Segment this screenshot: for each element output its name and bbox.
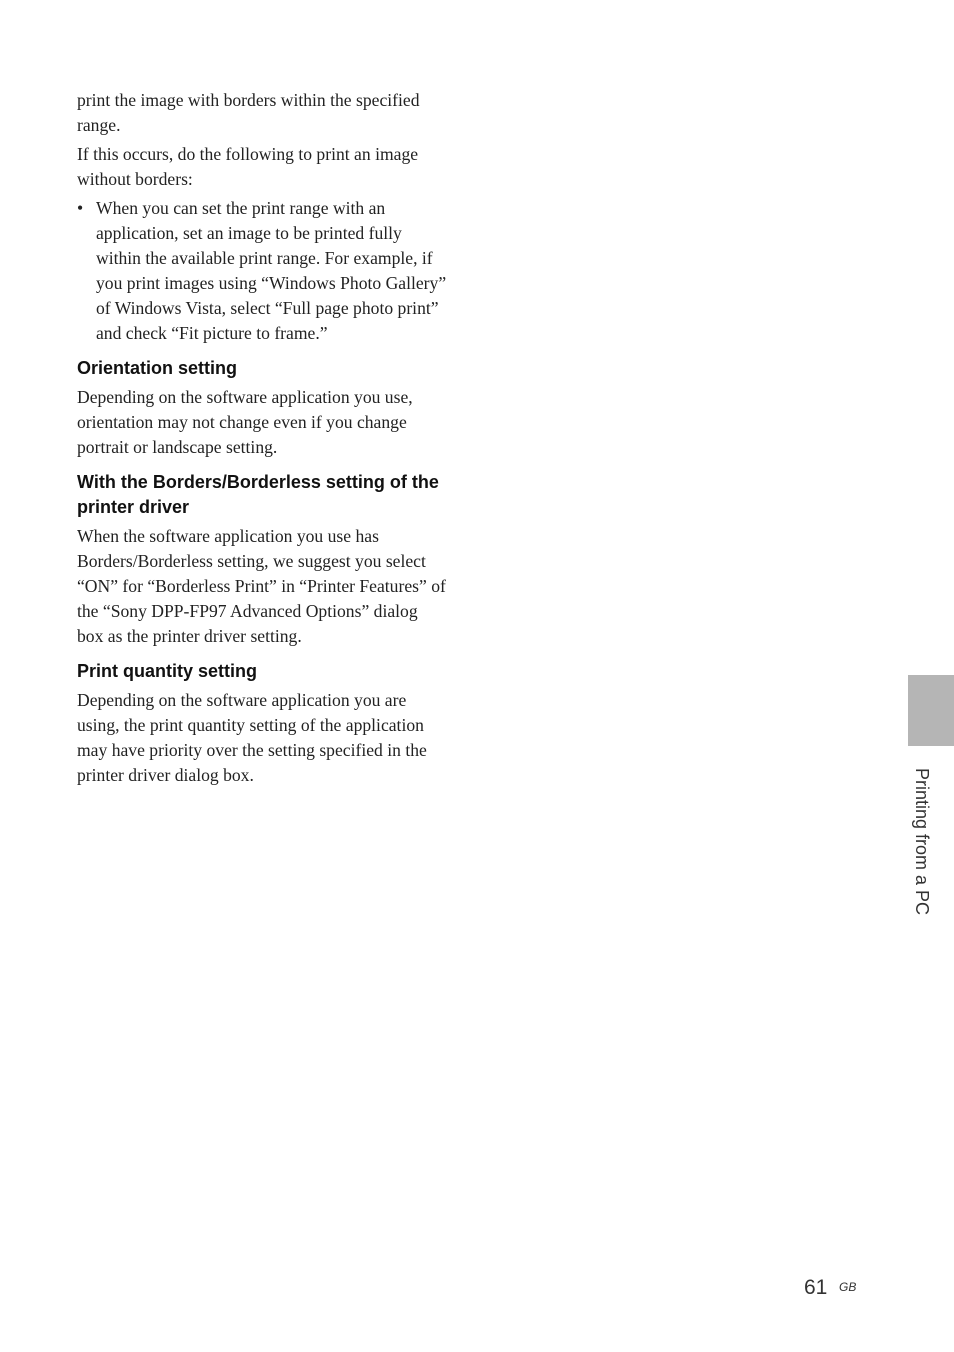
section-heading-borders: With the Borders/Borderless setting of the printer driver (77, 472, 439, 517)
paragraph-continued: print the image with borders within the specified range. (77, 90, 420, 135)
bullet-list (77, 196, 447, 346)
main-text-column (77, 88, 447, 792)
section-heading-orientation: Orientation setting (77, 358, 238, 378)
section-text-print-quantity: Depending on the software application you are using, the print quantity setting of the application may have priority over the setting specified in the printer driver dialog box. (77, 690, 427, 785)
chapter-tab-marker (908, 675, 954, 746)
page-number: 61 (804, 1276, 828, 1299)
section-heading-print-quantity: Print quantity setting (77, 661, 257, 681)
paragraph-instructions: If this occurs, do the following to print an image without borders: (77, 144, 419, 189)
page-language-code: GB (839, 1280, 857, 1294)
bullet-marker: • (77, 198, 84, 218)
list-item (77, 196, 447, 346)
section-text-borders: When the software application you use has Borders/Borderless setting, we suggest you select “ON” for “Borderless Print” in “Printer Features” of the “Sony DPP-FP97 Advanced Options” dialog box as the printer driver setting. (77, 526, 446, 646)
chapter-tab-label: Printing from a PC (912, 768, 932, 916)
section-text-orientation: Depending on the software application you use, orientation may not change even if you change portrait or landscape setting. (77, 387, 413, 457)
list-item-text: When you can set the print range with an application, set an image to be printed fully within the available print range. For example, if you print images using “Windows Photo Gallery” of Windows Vista, select “Full page photo print” and check “Fit picture to frame.” (96, 198, 447, 343)
